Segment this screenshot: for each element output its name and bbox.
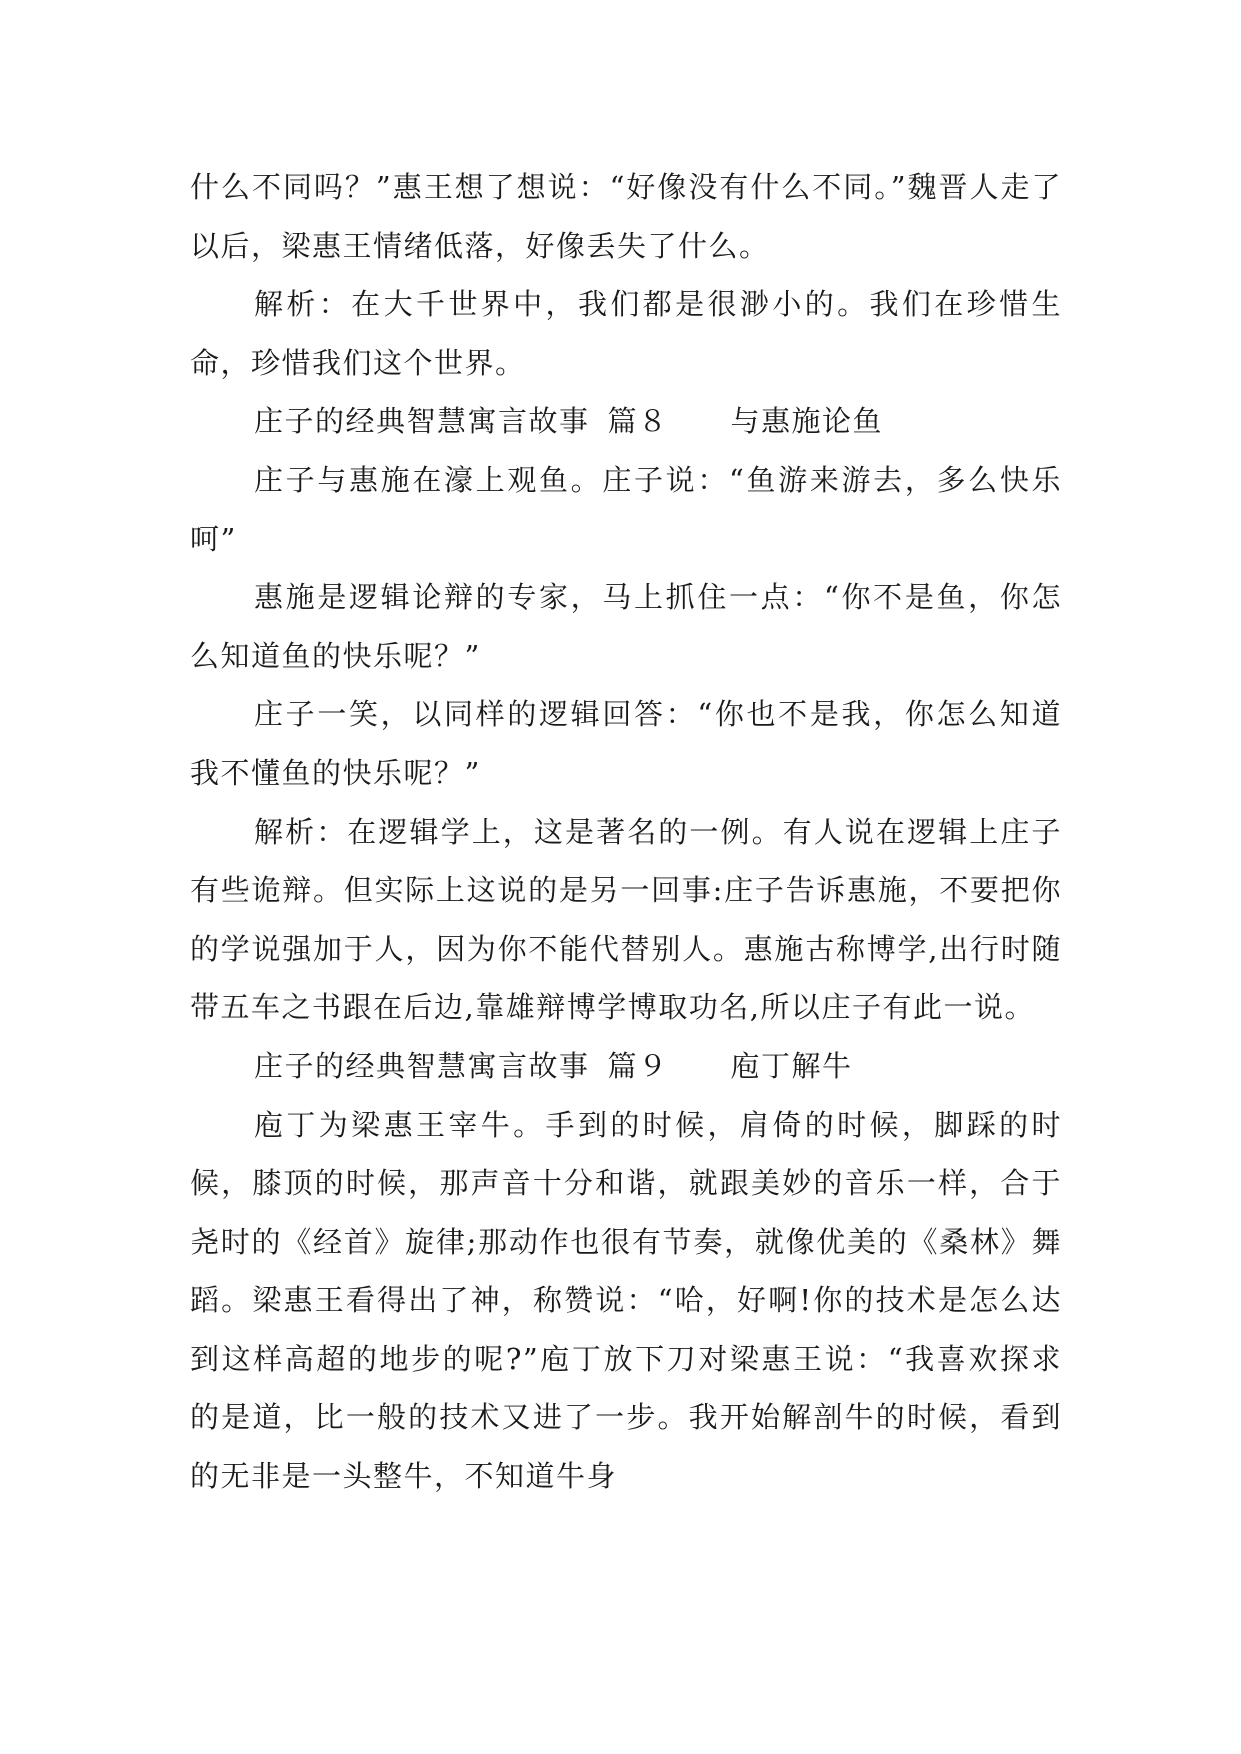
heading-number: 篇９ xyxy=(607,1048,669,1083)
paragraph: 庄子一笑，以同样的逻辑回答：“你也不是我，你怎么知道我不懂鱼的快乐呢？” xyxy=(190,697,1062,790)
heading-series: 庄子的经典智慧寓言故事 xyxy=(254,404,590,439)
section-heading xyxy=(190,1037,1062,1096)
heading-title: 与惠施论鱼 xyxy=(730,404,884,439)
paragraph: 解析：在逻辑学上，这是著名的一例。有人说在逻辑上庄子有些诡辩。但实际上这说的是另一回事:庄子告诉惠施，不要把你的学说强加于人，因为你不能代替别人。惠施古称博学,出行时随带五车之书跟在后边,靠雄辩博学博取功名,所以庄子有此一说。 xyxy=(190,814,1062,1025)
section-heading xyxy=(190,392,1062,451)
document-body xyxy=(190,158,1062,1506)
paragraph: 惠施是逻辑论辩的专家，马上抓住一点：“你不是鱼，你怎么知道鱼的快乐呢？” xyxy=(190,580,1062,673)
heading-number: 篇８ xyxy=(607,404,669,439)
paragraph: 庄子与惠施在濠上观鱼。庄子说：“鱼游来游去，多么快乐呵” xyxy=(190,462,1062,556)
paragraph: 庖丁为梁惠王宰牛。手到的时候，肩倚的时候，脚踩的时候，膝顶的时候，那声音十分和谐，就跟美妙的音乐一样，合于尧时的《经首》旋律;那动作也很有节奏，就像优美的《桑林》舞蹈。梁惠王看得出了神，称赞说：“哈，好啊!你的技术是怎么达到这样高超的地步的呢?”庖丁放下刀对梁惠王说：“我喜欢探求的是道，比一般的技术又进了一步。我开始解剖牛的时候，看到的无非是一头整牛，不知道牛身 xyxy=(190,1107,1062,1494)
heading-series: 庄子的经典智慧寓言故事 xyxy=(254,1048,590,1083)
paragraph: 什么不同吗？”惠王想了想说：“好像没有什么不同。”魏晋人走了以后，梁惠王情绪低落，好像丢失了什么。 xyxy=(190,170,1062,263)
paragraph: 解析：在大千世界中，我们都是很渺小的。我们在珍惜生命，珍惜我们这个世界。 xyxy=(190,287,1062,380)
heading-title: 庖丁解牛 xyxy=(730,1048,853,1083)
